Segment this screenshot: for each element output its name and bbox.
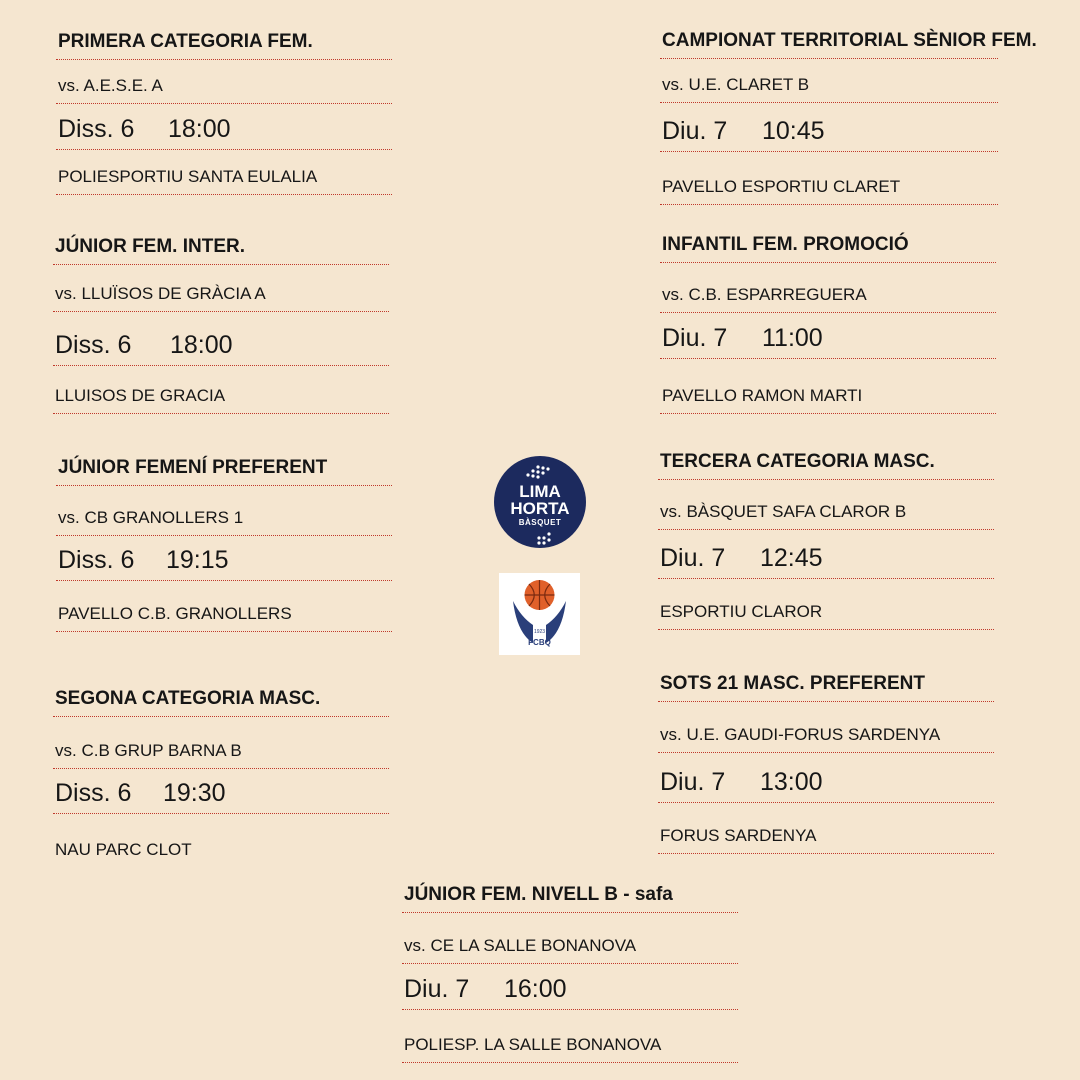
match-venue: LLUISOS DE GRACIA [55, 386, 226, 405]
match-opponent: vs. C.B GRUP BARNA B [55, 741, 242, 760]
match-venue: PAVELLO C.B. GRANOLLERS [58, 604, 292, 623]
club-logo-line3: BÀSQUET [518, 518, 562, 527]
match-opponent: vs. CB GRANOLLERS 1 [58, 508, 244, 527]
club-logo-line2: HORTA [510, 499, 570, 518]
club-logo [494, 456, 586, 548]
match-day: Diss. 6 [58, 115, 135, 143]
match-venue: PAVELLO RAMON MARTI [662, 386, 863, 405]
match-time: 18:00 [170, 331, 233, 359]
match-venue: ESPORTIU CLAROR [660, 602, 823, 621]
match-time: 19:30 [163, 779, 226, 807]
match-opponent: vs. CE LA SALLE BONANOVA [404, 936, 637, 955]
match-venue: NAU PARC CLOT [55, 840, 192, 859]
match-opponent: vs. LLUÏSOS DE GRÀCIA A [55, 284, 266, 303]
match-venue: POLIESPORTIU SANTA EULALIA [58, 167, 318, 186]
match-time: 13:00 [760, 768, 823, 796]
match-day: Diu. 7 [660, 768, 726, 796]
match-category: JÚNIOR FEM. NIVELL B - safa [404, 884, 673, 905]
match-opponent: vs. U.E. CLARET B [662, 75, 810, 94]
match-category: INFANTIL FEM. PROMOCIÓ [662, 234, 909, 255]
match-day: Diss. 6 [58, 546, 135, 574]
match-card [53, 683, 389, 867]
match-time: 18:00 [168, 115, 231, 143]
match-venue: POLIESP. LA SALLE BONANOVA [404, 1035, 662, 1054]
match-card [660, 231, 996, 414]
match-category: TERCERA CATEGORIA MASC. [660, 451, 935, 472]
match-card [56, 452, 392, 632]
match-day: Diu. 7 [660, 544, 726, 572]
match-opponent: vs. U.E. GAUDI-FORUS SARDENYA [660, 725, 941, 744]
match-time: 11:00 [762, 324, 823, 352]
match-opponent: vs. BÀSQUET SAFA CLAROR B [660, 502, 907, 521]
match-time: 10:45 [762, 117, 825, 145]
match-day: Diu. 7 [662, 117, 728, 145]
match-card [402, 878, 738, 1063]
match-day: Diu. 7 [662, 324, 728, 352]
match-time: 19:15 [166, 546, 229, 574]
match-day: Diss. 6 [55, 331, 132, 359]
match-venue: PAVELLO ESPORTIU CLARET [662, 177, 901, 196]
match-card [56, 26, 392, 195]
federation-year: 1923 [533, 629, 546, 635]
match-card [658, 446, 994, 630]
match-category: SOTS 21 MASC. PREFERENT [660, 673, 925, 694]
match-card [53, 231, 389, 414]
match-category: PRIMERA CATEGORIA FEM. [58, 31, 313, 52]
match-opponent: vs. A.E.S.E. A [58, 76, 163, 95]
federation-name: FCBQ [528, 638, 551, 647]
match-category: SEGONA CATEGORIA MASC. [55, 688, 321, 709]
match-card [660, 13, 1037, 205]
match-category: JÚNIOR FEMENÍ PREFERENT [58, 457, 328, 478]
match-time: 12:45 [760, 544, 823, 572]
match-category: JÚNIOR FEM. INTER. [55, 236, 246, 257]
match-category: CAMPIONAT TERRITORIAL SÈNIOR FEM. [662, 30, 1037, 51]
club-logo-line1: LIMA [519, 482, 561, 501]
match-venue: FORUS SARDENYA [660, 826, 817, 845]
match-opponent: vs. C.B. ESPARREGUERA [662, 285, 867, 304]
match-time: 16:00 [504, 975, 567, 1003]
match-card [658, 670, 994, 854]
federation-logo [499, 573, 580, 655]
match-day: Diu. 7 [404, 975, 470, 1003]
match-day: Diss. 6 [55, 779, 132, 807]
